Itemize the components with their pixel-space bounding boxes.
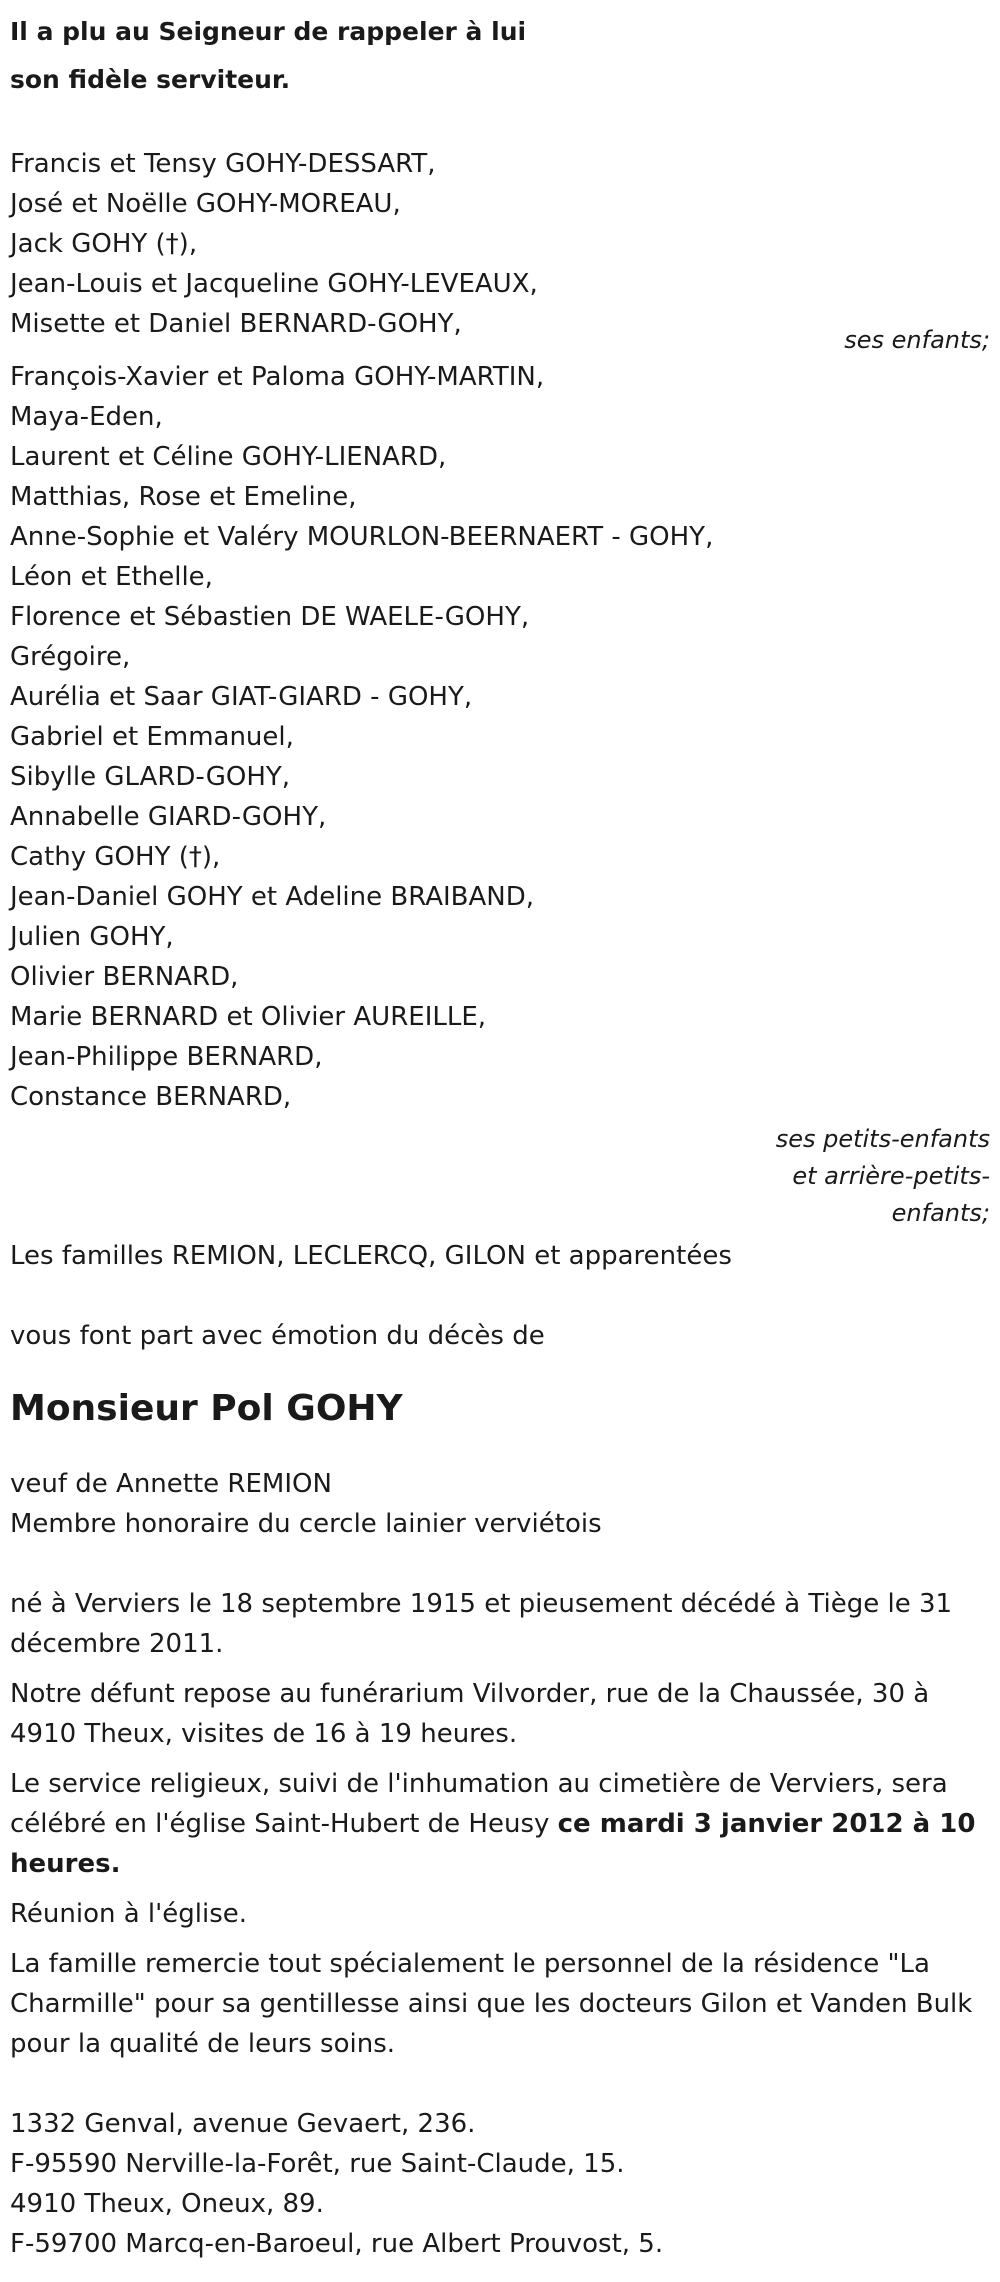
grandchild-name: Annabelle GIARD-GOHY, (10, 802, 327, 832)
address-line: 1332 Genval, avenue Gevaert, 236. (10, 2109, 476, 2139)
announcement-line: vous font part avec émotion du décès de (10, 1321, 545, 1351)
grandchild-name: Jean-Daniel GOHY et Adeline BRAIBAND, (10, 882, 535, 912)
grandchild-name: Constance BERNARD, (10, 1082, 292, 1112)
child-name: José et Noëlle GOHY-MOREAU, (10, 189, 401, 219)
families-line: Les familles REMION, LECLERCQ, GILON et apparentées (10, 1241, 732, 1271)
addresses-list (10, 2104, 990, 2264)
grandchild-name: Marie BERNARD et Olivier AUREILLE, (10, 1002, 487, 1032)
widow-of-line: veuf de Annette REMION (10, 1469, 332, 1499)
address-line: F-95590 Nerville-la-Forêt, rue Saint-Claude, 15. (10, 2149, 625, 2179)
grandchild-name: François-Xavier et Paloma GOHY-MARTIN, (10, 362, 545, 392)
address-line: F-59700 Marcq-en-Baroeul, rue Albert Prouvost, 5. (10, 2229, 664, 2259)
intro (10, 8, 990, 104)
obituary-notice (10, 8, 990, 2264)
child-name: Misette et Daniel BERNARD-GOHY, (10, 309, 462, 339)
grandchild-name: Sibylle GLARD-GOHY, (10, 762, 291, 792)
service-paragraph (10, 1764, 990, 1884)
membership-line: Membre honoraire du cercle lainier verviétois (10, 1509, 602, 1539)
address-line: 4910 Theux, Oneux, 89. (10, 2189, 324, 2219)
grandchildren-label-line: enfants; (891, 1199, 990, 1227)
grandchildren-label-line: et arrière-petits- (792, 1162, 990, 1190)
grandchild-name: Cathy GOHY (†), (10, 842, 221, 872)
children-label-text: ses enfants; (844, 326, 990, 354)
intro-line-2: son fidèle serviteur. (10, 65, 291, 94)
grandchild-name: Florence et Sébastien DE WAELE-GOHY, (10, 602, 530, 632)
grandchildren-label-line: ses petits-enfants (775, 1125, 990, 1153)
grandchild-name: Gabriel et Emmanuel, (10, 722, 294, 752)
deceased-name: Monsieur Pol GOHY (10, 1388, 403, 1429)
rest-paragraph: Notre défunt repose au funérarium Vilvorder, rue de la Chaussée, 30 à 4910 Theux, visites de 16 à 19 heures. (10, 1679, 930, 1749)
meeting-paragraph: Réunion à l'église. (10, 1899, 248, 1929)
grandchild-name: Anne-Sophie et Valéry MOURLON-BEERNAERT - GOHY, (10, 522, 714, 552)
grandchildren-label (10, 1121, 990, 1232)
grandchild-name: Aurélia et Saar GIAT-GIARD - GOHY, (10, 682, 473, 712)
thanks-paragraph: La famille remercie tout spécialement le personnel de la résidence "La Charmille" pour sa gentillesse ainsi que les docteurs Gilon et Vanden Bulk pour la qualité de leurs soins. (10, 1949, 973, 2059)
child-name: Jack GOHY (†), (10, 229, 198, 259)
service-text: Le service religieux, suivi de l'inhumation au cimetière de Verviers, sera célébré en l'église Saint-Hubert de Heusy (10, 1769, 948, 1839)
grandchild-name: Maya-Eden, (10, 402, 163, 432)
children-list (10, 144, 990, 344)
grandchild-name: Julien GOHY, (10, 922, 174, 952)
child-name: Francis et Tensy GOHY-DESSART, (10, 149, 436, 179)
grandchild-name: Léon et Ethelle, (10, 562, 213, 592)
service-date: ce mardi 3 janvier 2012 à 10 heures. (10, 1809, 976, 1879)
grandchild-name: Laurent et Céline GOHY-LIENARD, (10, 442, 447, 472)
birth-death-paragraph: né à Verviers le 18 septembre 1915 et pieusement décédé à Tiège le 31 décembre 2011. (10, 1589, 953, 1659)
grandchild-name: Olivier BERNARD, (10, 962, 239, 992)
intro-line-1: Il a plu au Seigneur de rappeler à lui (10, 17, 527, 46)
grandchild-name: Jean-Philippe BERNARD, (10, 1042, 323, 1072)
child-name: Jean-Louis et Jacqueline GOHY-LEVEAUX, (10, 269, 538, 299)
grandchild-name: Matthias, Rose et Emeline, (10, 482, 357, 512)
grandchildren-list (10, 357, 990, 1117)
grandchild-name: Grégoire, (10, 642, 131, 672)
